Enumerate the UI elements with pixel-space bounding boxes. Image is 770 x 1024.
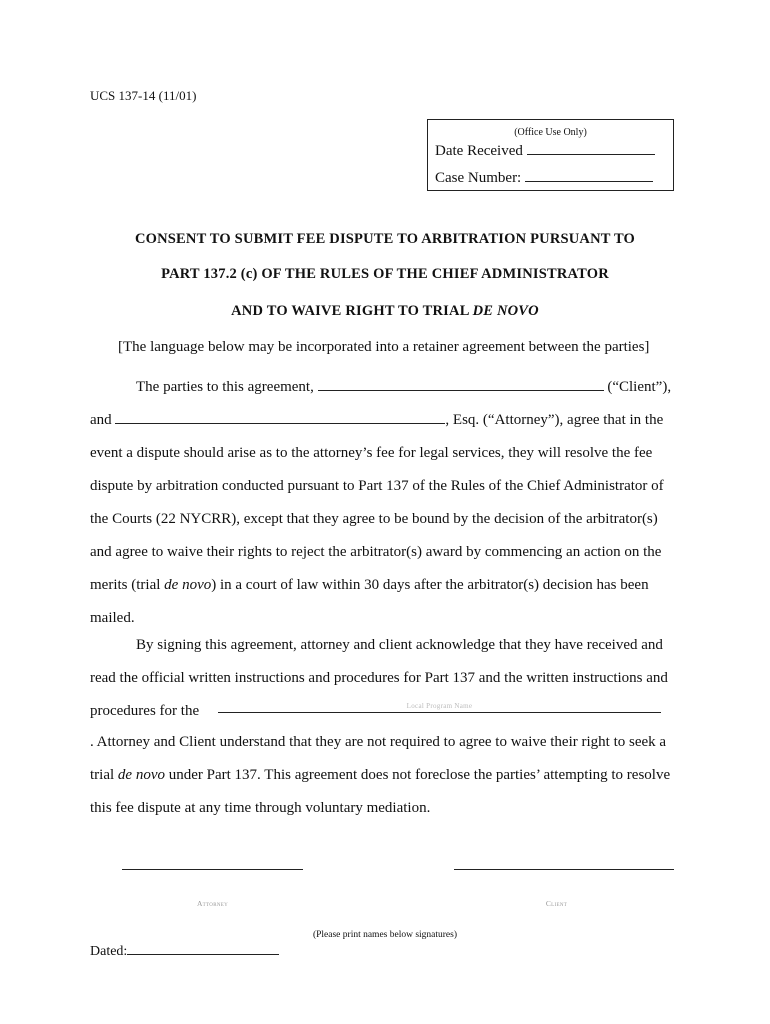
client-signature-line[interactable] (454, 869, 674, 870)
date-received-field[interactable] (527, 140, 655, 155)
dated-row (90, 941, 279, 960)
para1-text-c: , Esq. (“Attorney”), agree that in the event a dispute should arise as to the attorney’s fee for legal services, they will resolve the fee dispute by arbitration conducted pursuant to Part 137 of the Rules of the Chief Administrator of the Courts (22 NYCRR), except that they agree to be bound by the decision of the arbitrator(s) and agree to waive their rights to reject the arbitrator(s) award by commencing an action on the merits (trial (90, 412, 664, 593)
attorney-signature-line[interactable] (122, 869, 303, 870)
para3-text-a: . Attorney and Client understand that they are not required to agree to waive their right to seek a trial (90, 734, 667, 783)
attorney-name-field[interactable] (115, 409, 445, 424)
dated-field[interactable] (127, 941, 279, 955)
agreement-paragraph (90, 371, 680, 635)
acknowledgment-paragraph: By signing this agreement, attorney and client acknowledge that they have received and read the official written instructions and procedures for Part 137 and the written instructions and procedures for the (90, 637, 668, 719)
title-de-novo: DE NOVO (472, 303, 539, 319)
attorney-label: Attorney (196, 899, 229, 908)
para1-text-b: (“Client”), and (90, 379, 672, 428)
para3-text-c: under Part 137. This agreement does not foreclose the parties’ attempting to resolve this fee dispute at any time through voluntary mediation. (90, 767, 671, 816)
title-line-3-text: AND TO WAIVE RIGHT TO TRIAL (231, 303, 473, 319)
title-line-1: CONSENT TO SUBMIT FEE DISPUTE TO ARBITRATION PURSUANT TO (134, 231, 636, 247)
local-program-name-field[interactable] (218, 712, 661, 713)
client-label: Client (545, 899, 568, 908)
form-id: UCS 137-14 (11/01) (90, 88, 197, 103)
title-line-3 (0, 303, 770, 320)
case-number-field[interactable] (525, 167, 653, 182)
office-use-box (427, 119, 674, 191)
date-received-label: Date Received (435, 143, 523, 159)
para1-de-novo: de novo (164, 577, 212, 593)
mediation-paragraph (90, 726, 680, 825)
para1-text-e: ) in a court of law within 30 days after the arbitrator(s) decision has been mailed. (90, 577, 649, 626)
case-number-row (435, 167, 653, 187)
local-program-name-label: Local Program Name (406, 702, 473, 710)
print-names-note: (Please print names below signatures) (312, 930, 458, 940)
para1-text-a: The parties to this agreement, (136, 379, 318, 395)
date-received-row (435, 140, 655, 160)
title-line-2: PART 137.2 (c) OF THE RULES OF THE CHIEF ADMINISTRATOR (161, 266, 609, 282)
para3-de-novo: de novo (117, 767, 165, 783)
retainer-note: [The language below may be incorporated into a retainer agreement between the parties] (118, 339, 650, 355)
case-number-label: Case Number: (435, 170, 522, 186)
dated-label: Dated: (90, 944, 128, 959)
client-name-field[interactable] (318, 376, 604, 391)
office-use-note: (Office Use Only) (514, 127, 587, 138)
